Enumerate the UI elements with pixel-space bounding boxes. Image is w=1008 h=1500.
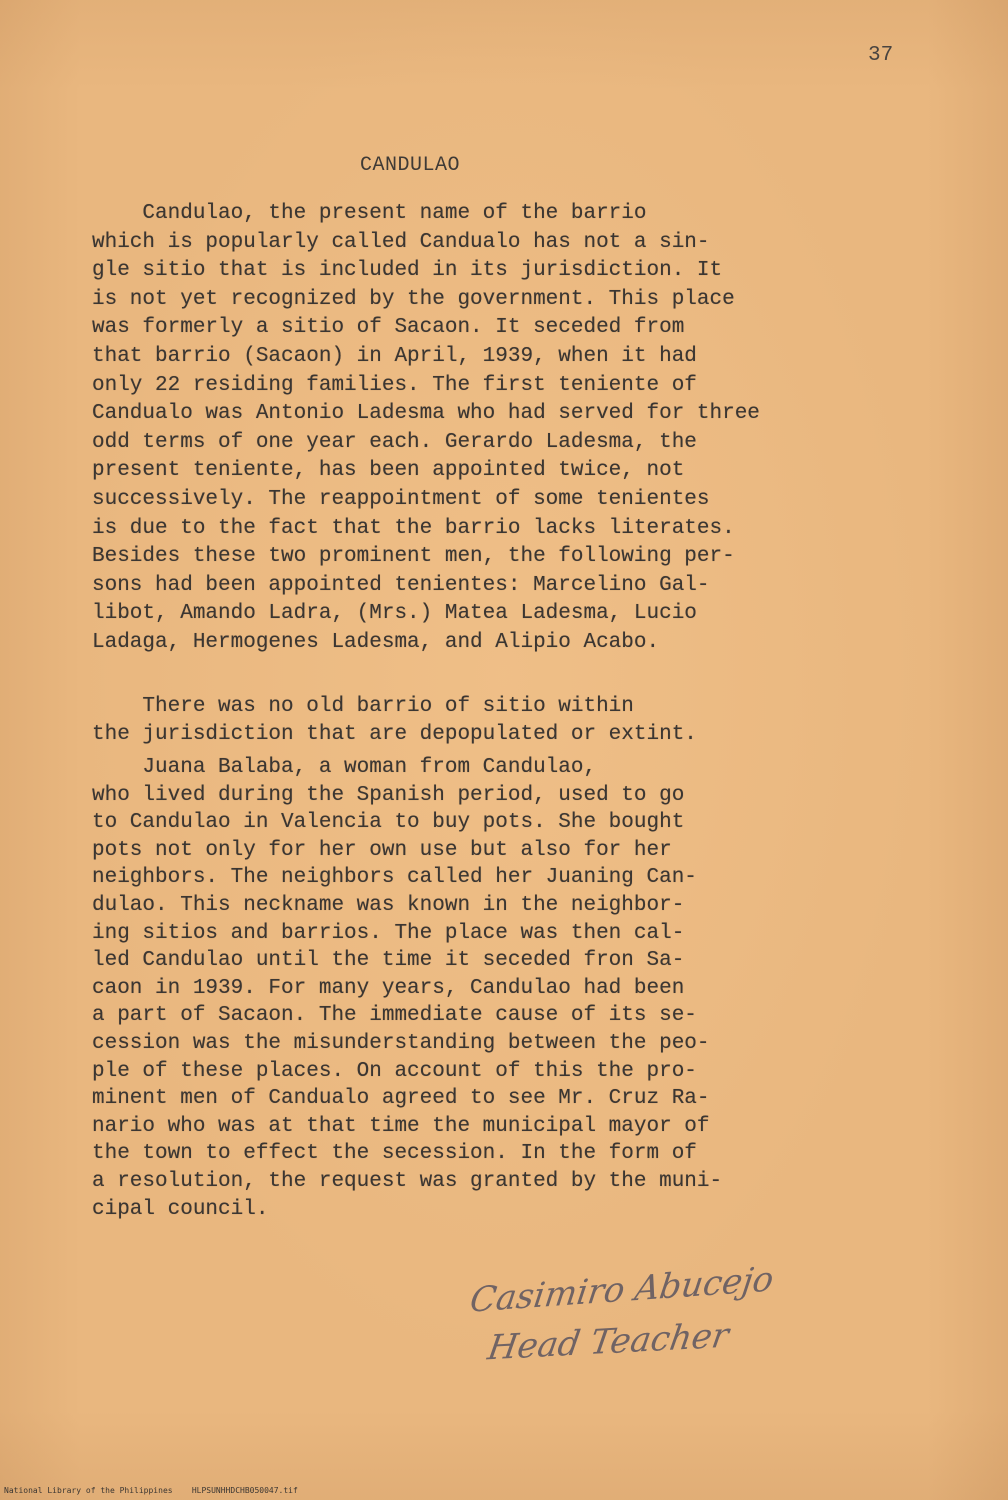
text-line: Besides these two prominent men, the following per- bbox=[92, 545, 735, 569]
text-line: Juana Balaba, a woman from Candulao, bbox=[92, 756, 597, 779]
text-line: ple of these places. On account of this the pro- bbox=[92, 1059, 697, 1083]
text-line: a resolution, the request was granted by the muni- bbox=[92, 1169, 723, 1193]
text-line: present teniente, has been appointed twice, not bbox=[92, 459, 685, 483]
paragraph-history bbox=[92, 200, 892, 658]
text-line: There was no old barrio of sitio within bbox=[92, 695, 634, 718]
scan-footer: National Library of the Philippines HLPSUNHHDCHB050047.tif bbox=[4, 1486, 298, 1495]
text-line: who lived during the Spanish period, used to go bbox=[92, 783, 685, 807]
text-line: pots not only for her own use but also for her bbox=[92, 838, 672, 862]
text-line: the jurisdiction that are depopulated or extint. bbox=[92, 723, 697, 747]
text-line: odd terms of one year each. Gerardo Ladesma, the bbox=[92, 430, 697, 454]
handwritten-signature bbox=[467, 1259, 850, 1380]
text-line: libot, Amando Ladra, (Mrs.) Matea Ladesma, Lucio bbox=[92, 602, 697, 626]
text-line: Candulao, the present name of the barrio bbox=[92, 202, 647, 225]
text-line: only 22 residing families. The first teniente of bbox=[92, 373, 697, 397]
text-line: Candualo was Antonio Ladesma who had served for three bbox=[92, 402, 760, 426]
text-line: led Candulao until the time it seceded fron Sa- bbox=[92, 949, 685, 973]
document-title: CANDULAO bbox=[360, 154, 461, 177]
text-line: was formerly a sitio of Sacaon. It seceded from bbox=[92, 316, 685, 340]
signature-title: Head Teacher bbox=[484, 1315, 732, 1369]
text-line: which is popularly called Candualo has not a sin- bbox=[92, 230, 710, 254]
text-line: Ladaga, Hermogenes Ladesma, and Alipio Acabo. bbox=[92, 630, 660, 654]
text-line: is not yet recognized by the government. This place bbox=[92, 287, 735, 311]
text-line: nario who was at that time the municipal mayor of bbox=[92, 1114, 710, 1138]
text-line: gle sitio that is included in its jurisdiction. It bbox=[92, 259, 723, 283]
text-line: cession was the misunderstanding between the peo- bbox=[92, 1031, 710, 1055]
text-line: ing sitios and barrios. The place was then cal- bbox=[92, 921, 685, 945]
text-line: a part of Sacaon. The immediate cause of its se- bbox=[92, 1004, 697, 1028]
signature-name: Casimiro Abucejo bbox=[467, 1259, 777, 1321]
text-line: dulao. This neckname was known in the neighbor- bbox=[92, 893, 685, 917]
text-line: is due to the fact that the barrio lacks literates. bbox=[92, 516, 735, 540]
paragraph-name-origin bbox=[92, 754, 892, 1223]
text-line: caon in 1939. For many years, Candulao had been bbox=[92, 976, 685, 1000]
text-line: sons had been appointed tenientes: Marcelino Gal- bbox=[92, 573, 710, 597]
text-line: cipal council. bbox=[92, 1197, 269, 1221]
text-line: minent men of Candualo agreed to see Mr. Cruz Ra- bbox=[92, 1087, 710, 1111]
page-number: 37 bbox=[868, 44, 894, 67]
text-line: to Candulao in Valencia to buy pots. She bought bbox=[92, 811, 685, 835]
text-line: successively. The reappointment of some tenientes bbox=[92, 487, 710, 511]
text-line: that barrio (Sacaon) in April, 1939, when it had bbox=[92, 344, 697, 368]
paragraph-old-barrio bbox=[92, 693, 892, 749]
text-line: the town to effect the secession. In the form of bbox=[92, 1142, 697, 1166]
text-line: neighbors. The neighbors called her Juaning Can- bbox=[92, 866, 697, 890]
